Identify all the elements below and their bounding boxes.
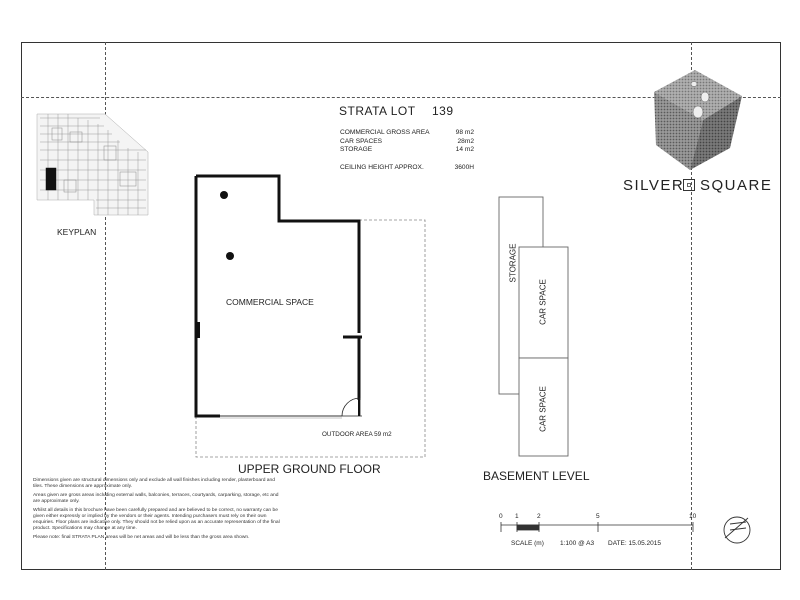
keyplan-highlight-lot xyxy=(46,168,56,190)
car-space-label-1: CAR SPACE xyxy=(538,279,548,325)
info-label-storage: STORAGE xyxy=(340,146,373,153)
strata-lot-number: 139 xyxy=(432,104,454,118)
scale-tick-2: 2 xyxy=(537,513,541,520)
storage-label: STORAGE xyxy=(508,243,518,283)
basement-plan xyxy=(499,197,568,456)
info-label-car-spaces: CAR SPACES xyxy=(340,137,383,145)
info-value-storage: 14 m2 xyxy=(455,146,474,153)
scale-tick-1: 1 xyxy=(515,513,519,520)
brand-name-right: SQUARE xyxy=(700,177,773,194)
info-label-gross-area: COMMERCIAL GROSS AREA xyxy=(340,129,430,136)
commercial-space-label: COMMERCIAL SPACE xyxy=(226,297,314,307)
brand-square-icon xyxy=(683,179,695,191)
info-value-ceiling: 3600H xyxy=(454,164,474,171)
upper-floor-walls xyxy=(196,176,362,416)
info-value-gross-area: 98 m2 xyxy=(455,129,474,136)
info-value-car-spaces: 28m2 xyxy=(457,137,474,145)
scale-label: SCALE (m) xyxy=(511,540,544,547)
scale-ratio: 1:100 @ A3 xyxy=(560,540,595,547)
column-marker-1 xyxy=(220,191,228,199)
note-areas: Areas given are gross areas including external walls, balconies, terraces, courtyards, carparking, storage, etc and are approximate only. xyxy=(33,492,279,504)
wall-marker xyxy=(197,322,200,338)
keyplan-label: KEYPLAN xyxy=(57,227,97,237)
disclaimer-notes xyxy=(33,478,283,543)
north-arrow-icon xyxy=(724,517,750,543)
scale-tick-0: 0 xyxy=(499,513,503,520)
basement-level-heading: BASEMENT LEVEL xyxy=(483,469,590,483)
column-marker-2 xyxy=(226,252,234,260)
scale-tick-10: 10 xyxy=(689,513,697,520)
note-warranty: Whilst all details in this brochure have been carefully prepared and are believed to be correct, no warranty can be given either expressly or implied by the vendors or their agents. Intending purchasers must rely on their own enquiries. Floor plans are indicative only. They should not be relied upon as an accurate representation of the final product. Specifications may change at any time. xyxy=(33,507,280,531)
cube-logo-icon xyxy=(654,70,742,170)
note-strata-plan: Please note: final STRATA PLAN areas will be net areas and will be less than the gross area shown. xyxy=(33,534,250,540)
brand-name-left: SILVER xyxy=(623,177,685,194)
upper-ground-floor-heading: UPPER GROUND FLOOR xyxy=(238,462,381,476)
strata-lot-title: STRATA LOT xyxy=(339,104,416,118)
note-dimensions: Dimensions given are structural dimensions only and exclude all wall finishes including render, plasterboard and tiles. These dimensions are approximate only. xyxy=(33,478,275,490)
scale-bar xyxy=(501,522,693,532)
keyplan-map xyxy=(37,114,148,215)
scale-tick-5: 5 xyxy=(596,513,600,520)
car-space-label-2: CAR SPACE xyxy=(538,386,548,432)
outdoor-area-label: OUTDOOR AREA 59 m2 xyxy=(322,431,392,438)
info-label-ceiling: CEILING HEIGHT APPROX. xyxy=(340,164,424,171)
plan-date: DATE: 15.05.2015 xyxy=(608,540,661,547)
